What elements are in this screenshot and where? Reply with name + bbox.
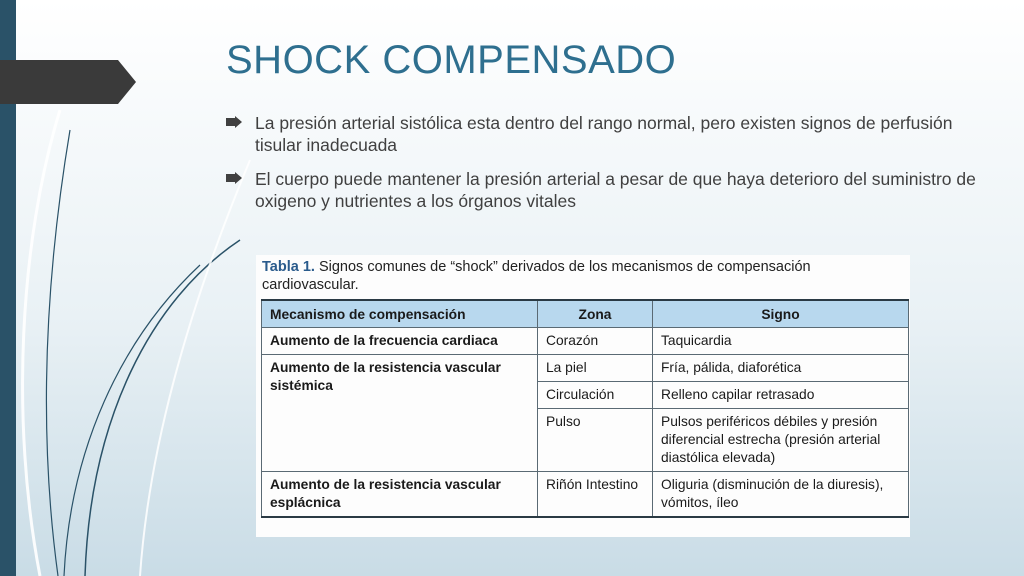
header-zone: Zona [538,300,653,328]
cell-sign: Oliguria (disminución de la diuresis), vómitos, íleo [653,472,909,518]
bullet-item [226,112,986,156]
cell-zone: Riñón Intestino [538,472,653,518]
caption-label: Tabla 1. [262,259,315,275]
cell-zone: Circulación [538,382,653,409]
title-tab-arrow [0,60,136,104]
table-row [262,328,909,355]
bullet-text: La presión arterial sistólica esta dentro del rango normal, pero existen signos de perfusión tisular inadecuada [255,113,953,155]
cell-zone: La piel [538,355,653,382]
table-header-row [262,300,909,328]
cell-mechanism: Aumento de la resistencia vascular esplácnica [262,472,538,518]
cell-sign: Relleno capilar retrasado [653,382,909,409]
table-row [262,472,909,518]
bullet-list [226,112,986,224]
signs-table [261,299,909,518]
cell-mechanism: Aumento de la resistencia vascular sistémica [262,355,538,472]
slide-title: SHOCK COMPENSADO [226,38,677,82]
table-row [262,355,909,382]
header-sign: Signo [653,300,909,328]
table-caption [262,258,902,294]
caption-text: Signos comunes de “shock” derivados de los mecanismos de compensación cardiovascular. [262,259,811,293]
table-image [256,255,910,537]
arrow-bullet-icon [226,172,242,184]
header-mechanism: Mecanismo de compensación [262,300,538,328]
cell-zone: Corazón [538,328,653,355]
cell-zone: Pulso [538,409,653,472]
cell-sign: Taquicardia [653,328,909,355]
bullet-text: El cuerpo puede mantener la presión arterial a pesar de que haya deterioro del suministro de oxigeno y nutrientes a los órganos vitales [255,169,976,211]
cell-sign: Pulsos periféricos débiles y presión diferencial estrecha (presión arterial diastólica elevada) [653,409,909,472]
bullet-item [226,168,986,212]
cell-sign: Fría, pálida, diaforética [653,355,909,382]
cell-mechanism: Aumento de la frecuencia cardiaca [262,328,538,355]
arrow-bullet-icon [226,116,242,128]
